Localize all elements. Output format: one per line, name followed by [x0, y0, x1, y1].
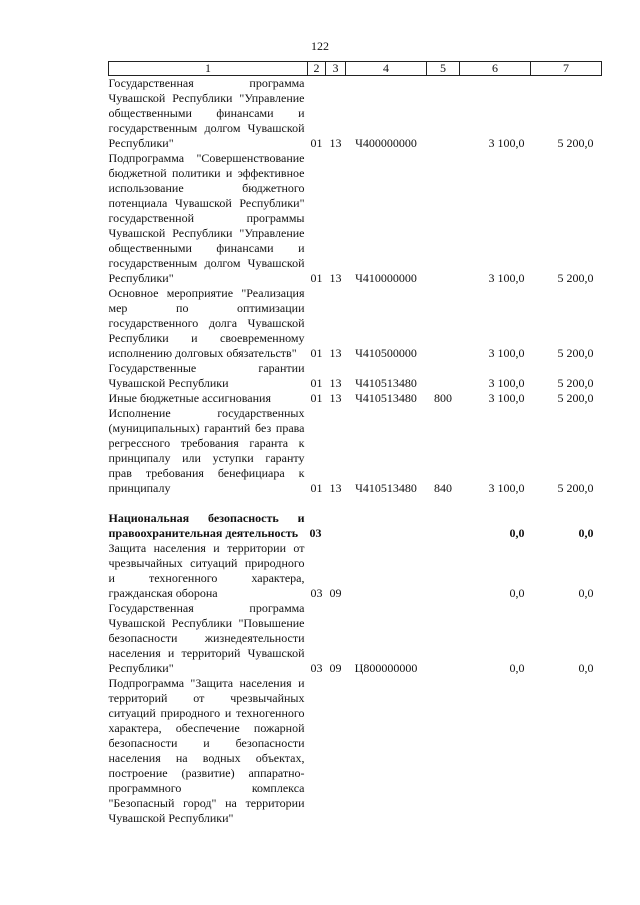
table-row — [109, 541, 602, 601]
column-header: 6 — [460, 62, 531, 76]
cell-amount-6: 3 100,0 — [488, 136, 525, 150]
cell-expense-type — [427, 541, 460, 601]
header-row — [109, 62, 602, 76]
row-name: Государственная программа Чувашской Республики "Управление общественными финансами и государственным долгом Чувашской Республики" — [108, 76, 305, 150]
row-name: Подпрограмма "Защита населения и территорий от чрезвычайных ситуаций природного и техногенного характера, обеспечение пожарной безопасности и безопасности населения на водных объектах, построение (развитие) аппаратно-программного комплекса "Безопасный город" на территории Чувашской Республики" — [108, 676, 305, 825]
cell-amount-6: 3 100,0 — [488, 481, 525, 495]
cell-section: 01 — [310, 346, 323, 360]
cell-subsection: 13 — [329, 136, 342, 150]
table-row — [109, 361, 602, 391]
cell-amount-7: 5 200,0 — [557, 271, 594, 285]
cell-amount-6: 3 100,0 — [488, 391, 525, 405]
table-row — [109, 76, 602, 152]
cell-expense-type — [427, 361, 460, 391]
cell-section: 01 — [310, 136, 323, 150]
cell-amount-6: 0,0 — [509, 661, 525, 675]
cell-target-article — [346, 541, 427, 601]
table-row-section-total — [109, 511, 602, 541]
cell-subsection: 13 — [329, 346, 342, 360]
cell-subsection: 13 — [329, 391, 342, 405]
table-row — [109, 601, 602, 676]
table-row — [109, 286, 602, 361]
cell-section: 01 — [310, 271, 323, 285]
cell-target-article: Ц800000000 — [354, 661, 418, 675]
cell-amount-7: 5 200,0 — [557, 136, 594, 150]
column-header: 4 — [346, 62, 427, 76]
cell-subsection: 13 — [329, 271, 342, 285]
cell-amount-6: 0,0 — [509, 526, 525, 540]
cell-expense-type — [427, 76, 460, 152]
cell-target-article: Ч410513480 — [355, 391, 417, 405]
cell-amount-7: 5 200,0 — [557, 376, 594, 390]
row-name: Иные бюджетные ассигнования — [108, 391, 271, 405]
cell-section — [308, 676, 326, 826]
cell-target-article: Ч410513480 — [355, 376, 417, 390]
row-name: Исполнение государственных (муниципальных) гарантий без права регрессного требования гаранта к принципалу или уступки гаранту прав требования бенефициара к принципалу — [108, 406, 305, 495]
row-name: Защита населения и территории от чрезвычайных ситуаций природного и техногенного характера, гражданская оборона — [108, 541, 305, 600]
cell-subsection: 09 — [329, 586, 342, 600]
cell-subsection: 13 — [329, 376, 342, 390]
cell-amount-7: 0,0 — [578, 526, 594, 540]
table-row — [109, 391, 602, 406]
spacer-row — [109, 496, 602, 511]
column-header: 7 — [531, 62, 602, 76]
cell-expense-type — [427, 286, 460, 361]
cell-amount-6: 3 100,0 — [488, 271, 525, 285]
column-header: 2 — [308, 62, 326, 76]
row-name: Основное мероприятие "Реализация мер по оптимизации государственного долга Чувашской Республики и своевременному исполнению долговых обязательств" — [108, 286, 305, 360]
cell-amount-6: 0,0 — [509, 586, 525, 600]
cell-amount-7: 5 200,0 — [557, 481, 594, 495]
cell-target-article: Ч410000000 — [355, 271, 417, 285]
cell-section: 03 — [309, 526, 322, 540]
cell-expense-type: 840 — [434, 481, 452, 495]
cell-subsection: 13 — [329, 481, 342, 495]
column-header: 5 — [427, 62, 460, 76]
cell-target-article — [346, 676, 427, 826]
column-header: 1 — [109, 62, 308, 76]
budget-table — [108, 61, 602, 826]
table-row — [109, 151, 602, 286]
cell-amount-7: 0,0 — [578, 661, 594, 675]
cell-amount-6: 3 100,0 — [488, 376, 525, 390]
cell-target-article: Ч410500000 — [355, 346, 417, 360]
row-name: Государственная программа Чувашской Республики "Повышение безопасности жизнедеятельности населения и территорий Чувашской Республики" — [108, 601, 305, 675]
cell-section: 01 — [310, 481, 323, 495]
page-number: 122 — [311, 39, 329, 53]
cell-amount-6: 3 100,0 — [488, 346, 525, 360]
cell-section: 03 — [310, 661, 323, 675]
cell-expense-type: 800 — [434, 391, 452, 405]
row-name: Национальная безопасность и правоохранительная деятельность — [108, 511, 305, 540]
cell-amount-6 — [460, 676, 531, 826]
cell-target-article — [346, 511, 427, 541]
cell-target-article: Ч410513480 — [355, 481, 417, 495]
cell-amount-7 — [531, 676, 602, 826]
cell-subsection — [326, 511, 346, 541]
spacer-cell — [109, 496, 602, 511]
cell-amount-7: 0,0 — [578, 586, 594, 600]
column-header: 3 — [326, 62, 346, 76]
cell-section: 03 — [310, 586, 323, 600]
cell-expense-type — [427, 151, 460, 286]
cell-expense-type — [427, 511, 460, 541]
cell-target-article: Ч400000000 — [355, 136, 417, 150]
cell-amount-7: 5 200,0 — [557, 391, 594, 405]
row-name: Подпрограмма "Совершенствование бюджетной политики и эффективное использование бюджетного потенциала Чувашской Республики" государственной программы Чувашской Республики "Управление общественными финансами и государственным долгом Чувашской Республики" — [108, 151, 305, 285]
cell-expense-type — [427, 676, 460, 826]
cell-subsection: 09 — [329, 661, 342, 675]
cell-section: 01 — [310, 376, 323, 390]
cell-section: 01 — [310, 391, 323, 405]
cell-amount-7: 5 200,0 — [557, 346, 594, 360]
row-name: Государственные гарантии Чувашской Республики — [108, 361, 305, 390]
table-row — [109, 406, 602, 496]
cell-expense-type — [427, 601, 460, 676]
cell-subsection — [326, 676, 346, 826]
table-row-continued — [109, 676, 602, 826]
